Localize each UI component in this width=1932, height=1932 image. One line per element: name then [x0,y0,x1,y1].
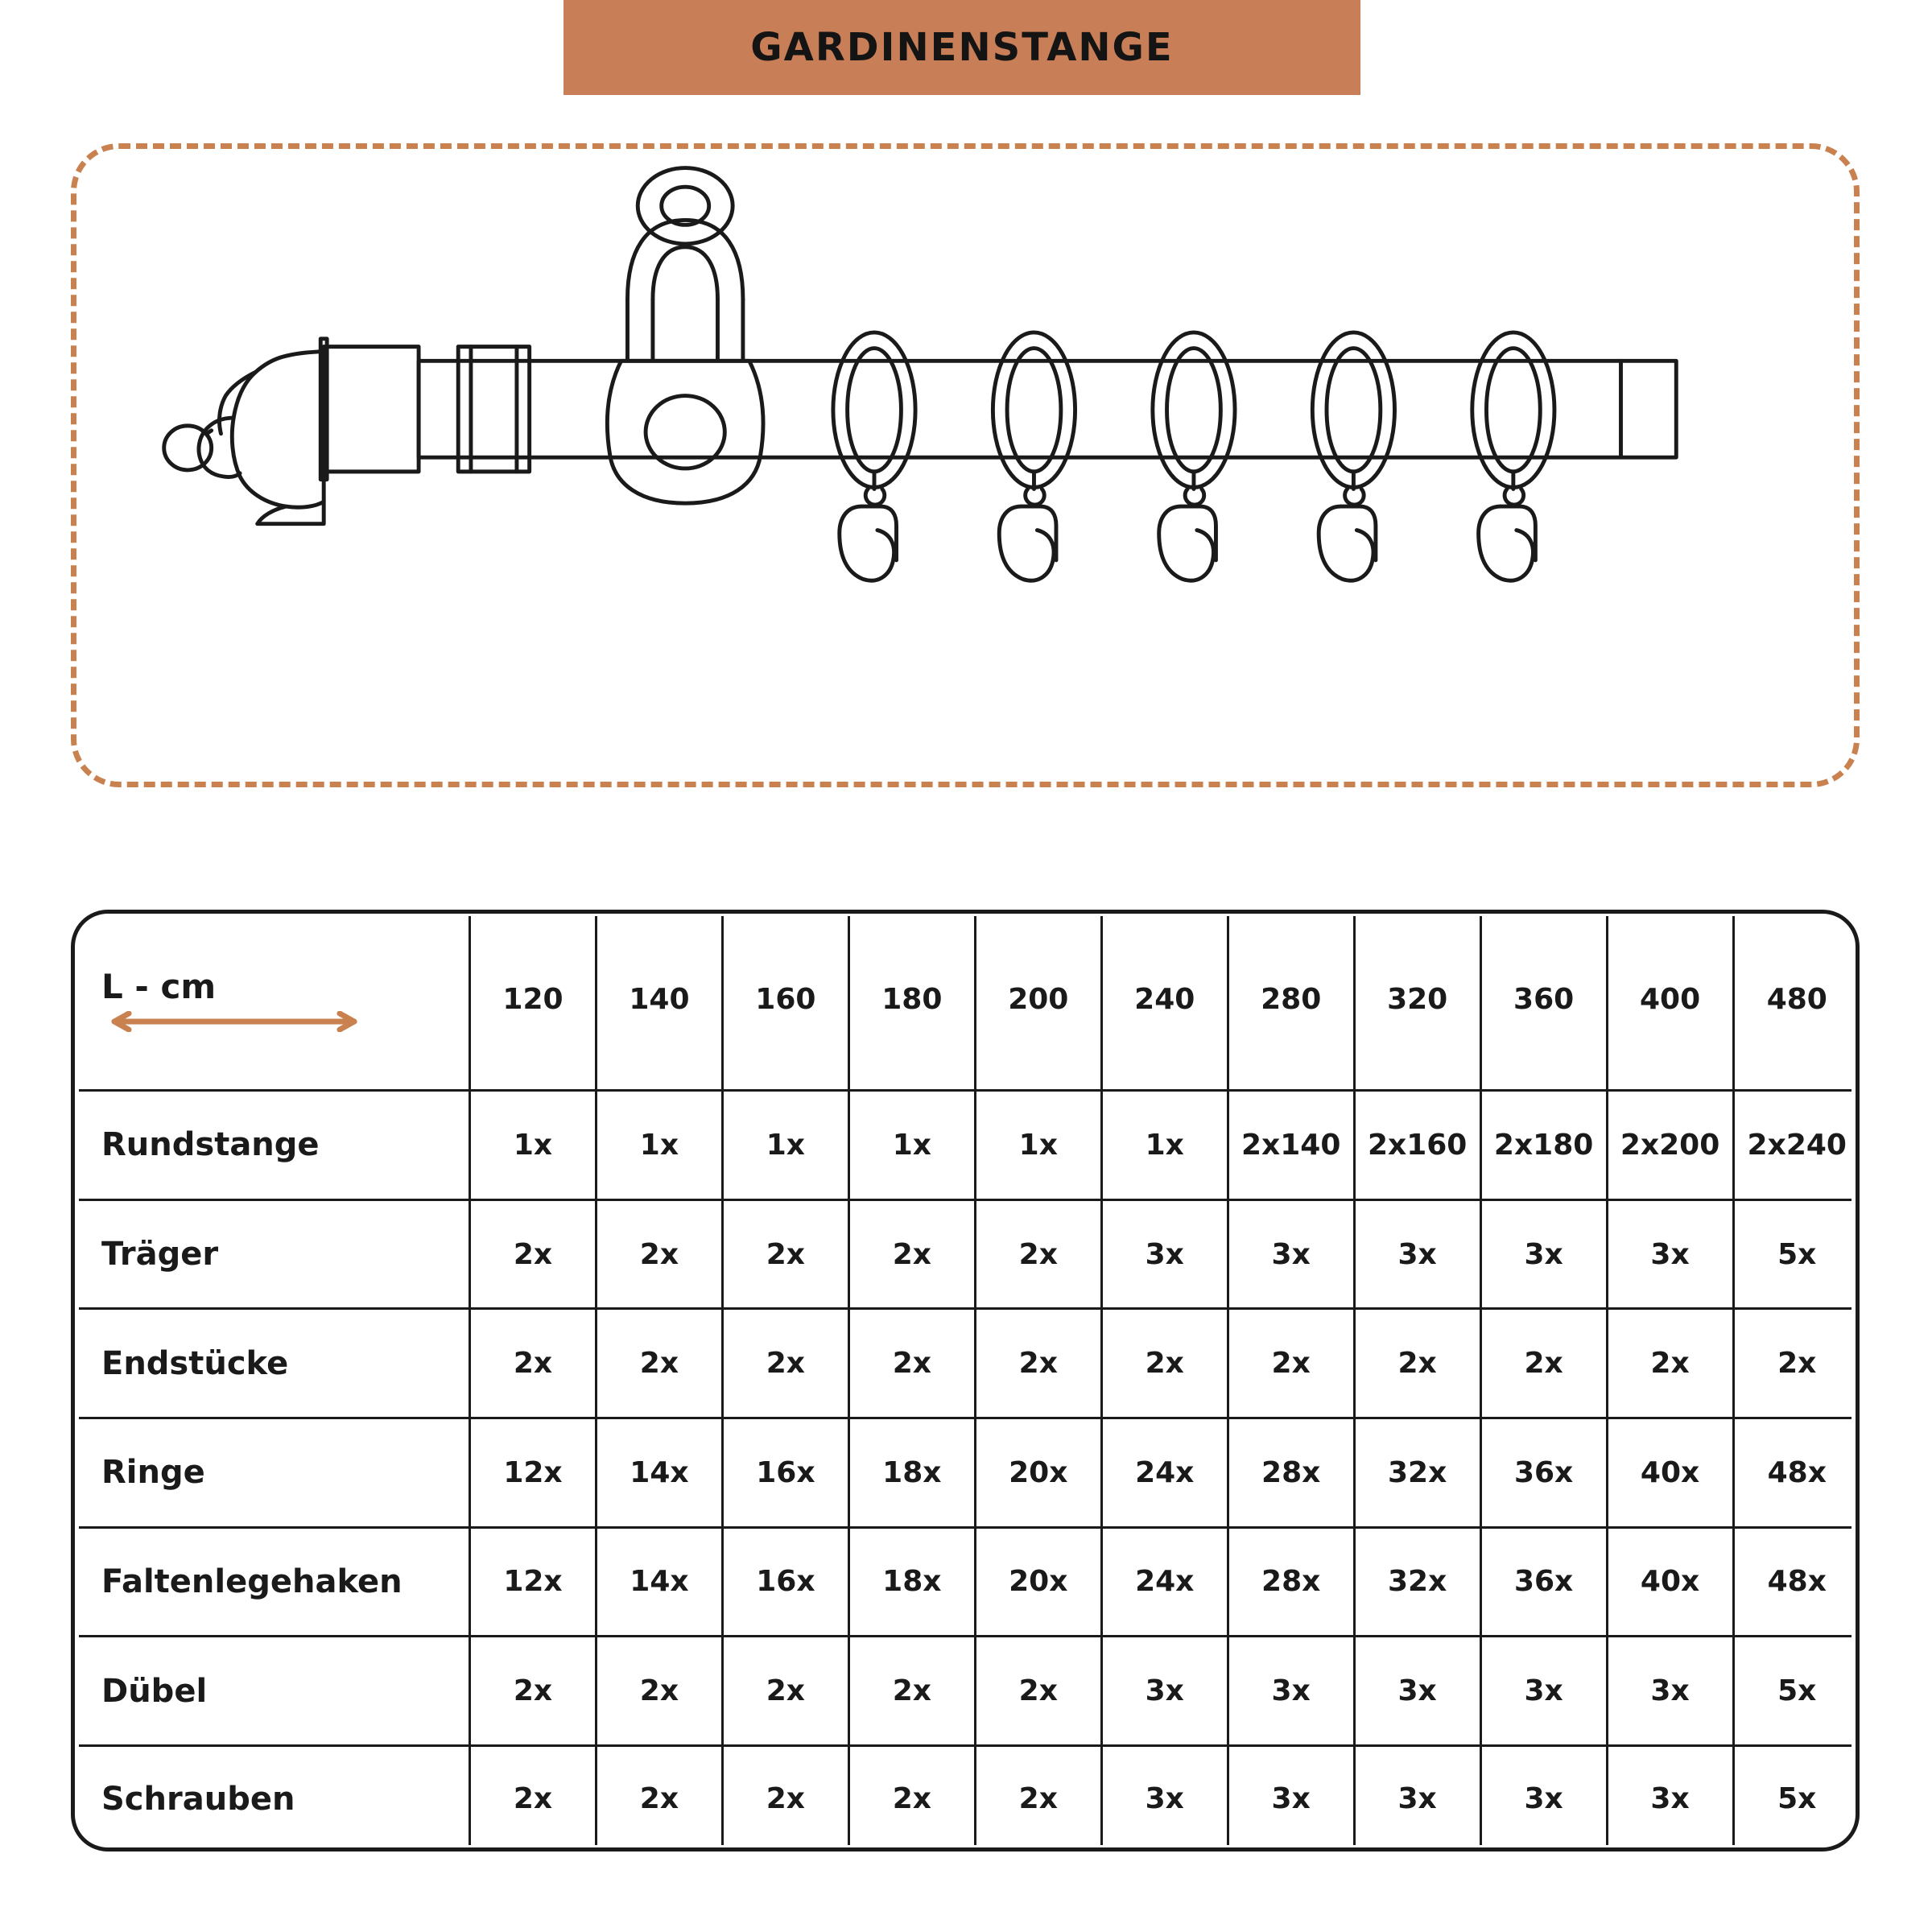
page-title: GARDINENSTANGE [750,25,1174,70]
table-cell: 2x [722,1309,848,1418]
column-header: 240 [1101,910,1228,1091]
table-cell: 48x [1733,1527,1860,1637]
table-cell: 3x [1101,1745,1228,1852]
page-title-banner [564,0,1360,95]
table-cell: 12x [470,1418,597,1528]
table-cell: 2x160 [1354,1091,1480,1200]
table-cell: 18x [848,1527,975,1637]
table-cell: 2x [848,1309,975,1418]
table-cell: 3x [1228,1199,1354,1309]
table-cell: 2x [722,1637,848,1746]
table-cell: 14x [596,1527,722,1637]
table-row [71,1637,1860,1746]
table-cell: 40x [1607,1527,1733,1637]
table-cell: 5x [1733,1745,1860,1852]
table-cell: 24x [1101,1418,1228,1528]
table-cell: 28x [1228,1418,1354,1528]
table-cell: 1x [596,1091,722,1200]
table-body [71,910,1860,1852]
table-cell: 14x [596,1418,722,1528]
table-cell: 3x [1480,1637,1607,1746]
table-cell: 2x [596,1199,722,1309]
table-cell: 16x [722,1527,848,1637]
table-cell: 2x [470,1199,597,1309]
table-cell: 2x [1228,1309,1354,1418]
table-cell: 1x [722,1091,848,1200]
table-cell: 2x240 [1733,1091,1860,1200]
table-cell: 1x [470,1091,597,1200]
table-cell: 18x [848,1418,975,1528]
column-header: 280 [1228,910,1354,1091]
row-label: Ringe [71,1418,470,1528]
column-header: 480 [1733,910,1860,1091]
table-cell: 3x [1101,1199,1228,1309]
table-cell: 16x [722,1418,848,1528]
table-cell: 2x [975,1637,1101,1746]
table-cell: 5x [1733,1199,1860,1309]
table-cell: 2x [1607,1309,1733,1418]
table-cell: 2x [1733,1309,1860,1418]
table-cell: 3x [1607,1199,1733,1309]
table-cell: 32x [1354,1418,1480,1528]
table-cell: 40x [1607,1418,1733,1528]
table-cell: 2x [722,1745,848,1852]
table-cell: 3x [1228,1637,1354,1746]
table-cell: 12x [470,1527,597,1637]
table-cell: 48x [1733,1418,1860,1528]
table-cell: 1x [848,1091,975,1200]
table-cell: 2x [470,1309,597,1418]
table-cell: 2x [470,1745,597,1852]
column-header: 160 [722,910,848,1091]
column-header: 200 [975,910,1101,1091]
table-cell: 2x [596,1745,722,1852]
table-row [71,1745,1860,1852]
table-cell: 36x [1480,1527,1607,1637]
table-cell: 2x200 [1607,1091,1733,1200]
row-label: Träger [71,1199,470,1309]
table-cell: 2x [1480,1309,1607,1418]
column-header: 140 [596,910,722,1091]
curtain-rod-illustration [76,149,1854,782]
length-arrow-icon [101,1011,367,1032]
table-cell: 2x [470,1637,597,1746]
table-cell: 3x [1228,1745,1354,1852]
row-label: Endstücke [71,1309,470,1418]
table-cell: 24x [1101,1527,1228,1637]
table-cell: 2x [848,1745,975,1852]
table-cell: 2x [1354,1309,1480,1418]
table-cell: 20x [975,1418,1101,1528]
table-cell: 2x [1101,1309,1228,1418]
table-cell: 2x [722,1199,848,1309]
product-illustration-panel [71,143,1860,787]
table-cell: 2x [848,1199,975,1309]
row-label: Rundstange [71,1091,470,1200]
table-cell: 2x [848,1637,975,1746]
table-cell: 2x [596,1309,722,1418]
table-cell: 3x [1101,1637,1228,1746]
table-cell: 36x [1480,1418,1607,1528]
column-header: 180 [848,910,975,1091]
table-cell: 3x [1354,1199,1480,1309]
table-row [71,1091,1860,1200]
table-cell: 2x180 [1480,1091,1607,1200]
table-row [71,1527,1860,1637]
table-cell: 3x [1480,1745,1607,1852]
specification-table [71,910,1860,1852]
table-cell: 2x [975,1745,1101,1852]
table-cell: 3x [1354,1745,1480,1852]
table-cell: 1x [975,1091,1101,1200]
column-header: 400 [1607,910,1733,1091]
table-row [71,1418,1860,1528]
table-cell: 3x [1480,1199,1607,1309]
table-cell: 2x140 [1228,1091,1354,1200]
table-cell: 2x [596,1637,722,1746]
table-header-row [71,910,1860,1091]
row-label: Schrauben [71,1745,470,1852]
column-header: 120 [470,910,597,1091]
length-unit-label: L - cm [101,967,217,1007]
row-label: Faltenlegehaken [71,1527,470,1637]
column-header: 320 [1354,910,1480,1091]
table-cell: 1x [1101,1091,1228,1200]
row-label: Dübel [71,1637,470,1746]
table-cell: 28x [1228,1527,1354,1637]
table-cell: 3x [1607,1745,1733,1852]
column-header: 360 [1480,910,1607,1091]
table-cell: 2x [975,1309,1101,1418]
table-row [71,1199,1860,1309]
table-corner-cell [71,910,470,1091]
table-cell: 3x [1354,1637,1480,1746]
table-cell: 2x [975,1199,1101,1309]
table-cell: 32x [1354,1527,1480,1637]
table-cell: 3x [1607,1637,1733,1746]
table-row [71,1309,1860,1418]
specification-table-wrapper [71,910,1860,1852]
table-cell: 5x [1733,1637,1860,1746]
table-cell: 20x [975,1527,1101,1637]
